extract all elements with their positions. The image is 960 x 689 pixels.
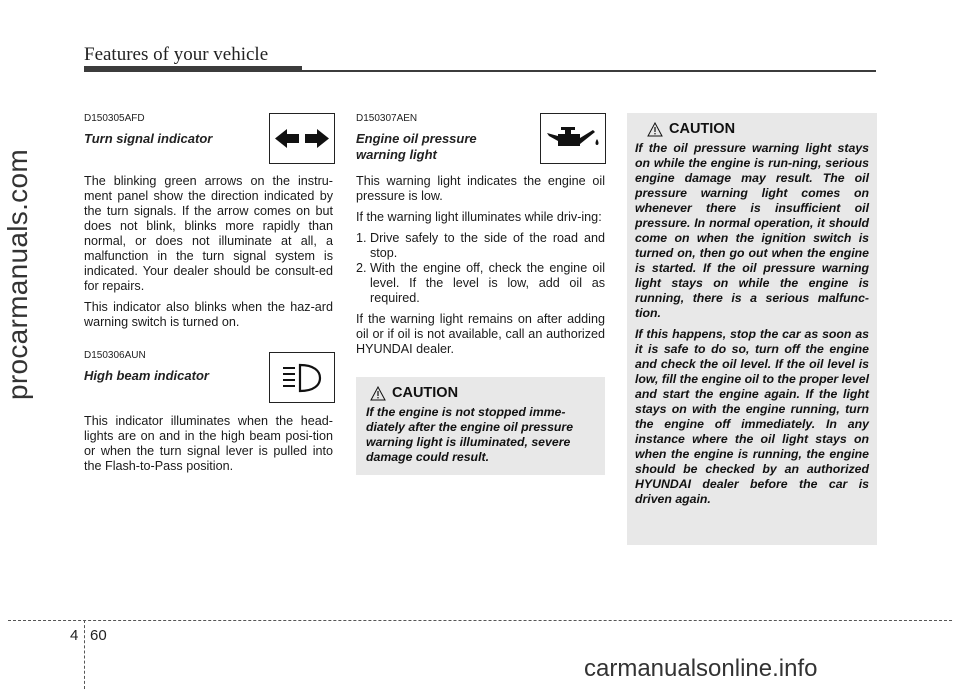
turn-signal-body [84, 174, 333, 336]
step-text: Drive safely to the side of the road and stop. [370, 231, 605, 260]
list-item [356, 261, 605, 306]
caution-box-large [627, 113, 877, 545]
warning-triangle-icon [647, 122, 663, 137]
header-rule [300, 70, 876, 72]
step-number: 1. [356, 231, 367, 245]
paragraph: If the warning light illuminates while driv-ing: [356, 210, 602, 224]
step-text: With the engine off, check the engine oil level. If the level is low, add oil as required. [370, 261, 605, 305]
section-heading: High beam indicator [84, 368, 209, 383]
oil-pressure-header [356, 113, 531, 163]
paragraph: If this happens, stop the car as soon as it is safe to do so, turn off the engine and check the oil level. If the oil level is low, fill the engine oil to the proper level and start the engine again. If the light stays on with the engine running, turn the engine off immediately. In any instance where the oil light stays on when the engine is running, the engine should be checked by an authorized HYUNDAI dealer before the car is driven again. [635, 327, 869, 506]
bottom-watermark: carmanualsonline.info [584, 655, 818, 682]
paragraph: This indicator illuminates when the head-lights are on and in the high beam posi-tion or when the turn signal lever is pulled into the Flash-to-Pass position. [84, 414, 333, 473]
caution-box [356, 377, 605, 475]
section-code: D150306AUN [84, 350, 146, 361]
footer-divider [84, 620, 85, 689]
section-code: D150307AEN [356, 113, 418, 124]
high-beam-body [84, 414, 333, 480]
page-number: 60 [90, 627, 107, 644]
caution-title-text: CAUTION [669, 121, 736, 137]
page-header-title: Features of your vehicle [84, 44, 269, 65]
turn-signal-header [84, 113, 264, 147]
high-beam-header [84, 350, 264, 384]
paragraph: The blinking green arrows on the instru-ment panel show the direction indicated by the turn signals. If the arrow comes on but does not blink, blinks more rapidly than normal, or does not illuminate at all, a malfunction in the turn signal system is indicated. Your dealer should be consult-ed for repairs. [84, 174, 333, 293]
footer-rule [8, 620, 952, 621]
oil-can-icon [540, 113, 606, 164]
paragraph: This indicator also blinks when the haz-ard warning switch is turned on. [84, 300, 333, 329]
caution-text [635, 141, 869, 507]
steps-list [356, 231, 605, 306]
section-heading-line2: warning light [356, 147, 437, 162]
high-beam-icon [269, 352, 335, 403]
step-number: 2. [356, 261, 367, 275]
list-item [356, 231, 605, 261]
oil-pressure-body [356, 174, 605, 363]
header-bar [84, 66, 302, 72]
section-heading: Turn signal indicator [84, 131, 213, 146]
paragraph: If the warning light remains on after adding oil or if oil is not available, call an authorized HYUNDAI dealer. [356, 312, 605, 356]
caution-text: If the engine is not stopped imme-diately after the engine oil pressure warning light is illuminated, severe damage could result. [366, 405, 574, 464]
turn-signal-arrows-icon [269, 113, 335, 164]
side-watermark: procarmanuals.com [2, 149, 33, 400]
paragraph: This warning light indicates the engine oil pressure is low. [356, 174, 605, 203]
chapter-number: 4 [70, 627, 79, 644]
caution-title [366, 385, 595, 401]
warning-triangle-icon [370, 386, 386, 401]
caution-title-text: CAUTION [392, 385, 459, 401]
paragraph: If the oil pressure warning light stays on while the engine is run-ning, serious engine damage may result. The oil pressure warning light comes on whenever there is insufficient oil pressure. In normal operation, it should come on when the ignition switch is turned on, then go out when the engine is started. If the oil pressure warning light stays on while the engine is running, there is a serious malfunc-tion. [635, 141, 869, 320]
caution-title [635, 121, 869, 137]
section-heading-line1: Engine oil pressure [356, 131, 477, 146]
section-code: D150305AFD [84, 113, 145, 124]
